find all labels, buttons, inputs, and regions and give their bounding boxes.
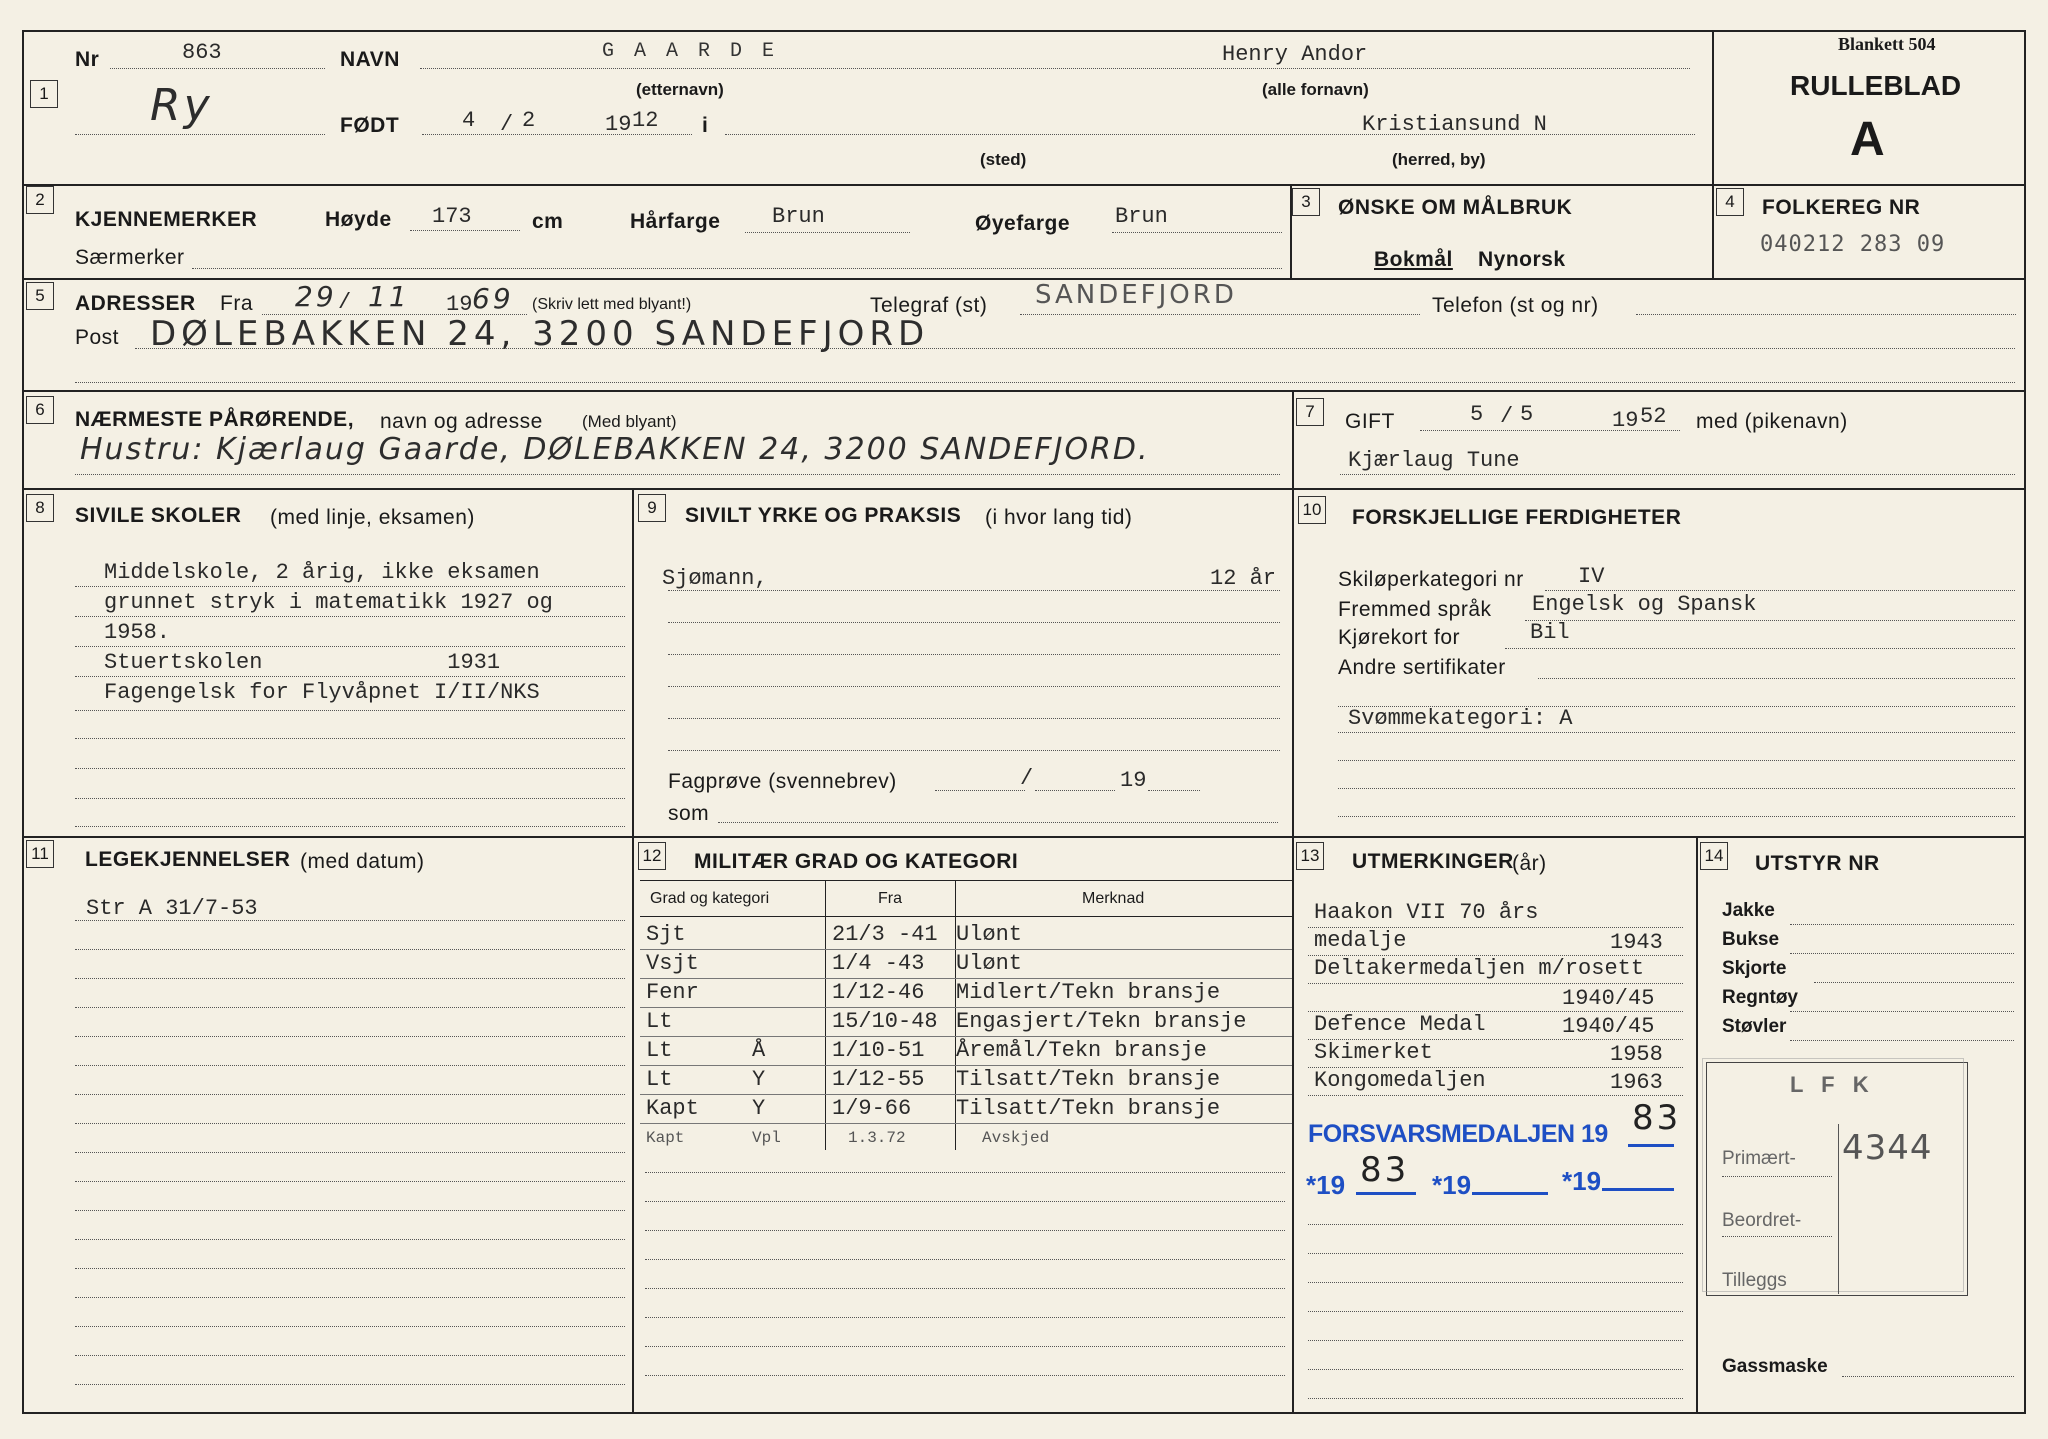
dots [422, 134, 692, 135]
dotted-line [645, 1259, 1285, 1260]
parorende-sub: navn og adresse [380, 410, 543, 433]
rule-h1 [22, 184, 2024, 186]
telegraf-value: SANDEFJORD [1035, 280, 1237, 310]
oyefarge-label: Øyefarge [975, 212, 1071, 235]
ski-value: IV [1578, 564, 1605, 589]
yrke-job: Sjømann, [662, 566, 768, 591]
sivile-skoler-line: 1958. [104, 620, 171, 645]
section-number: 4 [1716, 188, 1744, 216]
dots [1338, 732, 2015, 733]
nr-value: 863 [182, 40, 222, 65]
section-number: 10 [1298, 496, 1326, 524]
gift-year-prefix: 19 [1612, 408, 1639, 433]
etternavn-hint: (etternavn) [636, 80, 724, 99]
dots [110, 68, 325, 69]
table-row-line [640, 1065, 1292, 1066]
beordret-label: Beordret- [1722, 1210, 1802, 1231]
birth-place: Kristiansund N [1362, 112, 1547, 137]
dotted-line [645, 1288, 1285, 1289]
dots [1538, 678, 2015, 679]
rule-h3 [22, 390, 2024, 392]
dotted-line [75, 1065, 625, 1066]
forsvarsmedaljen-stamp: FORSVARSMEDALJEN 19 [1308, 1120, 1608, 1148]
dotted-line [75, 738, 625, 739]
dotted-line [75, 646, 625, 647]
adresse-hint: (Skriv lett med blyant!) [532, 296, 692, 313]
table-cell-merknad: Åremål/Tekn bransje [956, 1038, 1207, 1063]
dotted-line [75, 616, 625, 617]
dotted-line [668, 590, 1280, 591]
gift-label: GIFT [1345, 410, 1395, 433]
dots [75, 134, 325, 135]
dotted-line [668, 718, 1280, 719]
dotted-line [1308, 1398, 1683, 1399]
table-cell-grad: Fenr [646, 980, 699, 1005]
sivile-skoler-line: grunnet stryk i matematikk 1927 og [104, 590, 553, 615]
dotted-line [1790, 953, 2014, 954]
dots [1842, 1376, 2014, 1377]
dotted-line [75, 920, 625, 921]
forsvarsmedaljen-year: 83 [1632, 1098, 1682, 1138]
utstyr-item: Jakke [1722, 900, 1775, 921]
utmerking-name: Deltakermedaljen m/rosett [1314, 956, 1645, 981]
section-number: 2 [26, 186, 54, 214]
table-cell-fra: 1/12-55 [832, 1067, 925, 1092]
dots [1338, 760, 2015, 761]
gift-spouse: Kjærlaug Tune [1348, 448, 1520, 473]
utmerking-year: 1943 [1610, 930, 1663, 955]
post-value: DØLEBAKKEN 24, 3200 SANDEFJORD [150, 314, 930, 354]
ski-label: Skiløperkategori nr [1338, 568, 1524, 591]
dotted-line [75, 1007, 625, 1008]
dotted-line [1790, 1040, 2014, 1041]
telegraf-label: Telegraf (st) [870, 294, 988, 317]
dotted-line [1308, 1282, 1683, 1283]
dots [935, 790, 1025, 791]
section-number: 6 [26, 396, 54, 424]
dotted-line [75, 826, 625, 827]
table-header-top [640, 880, 1292, 881]
primaert-label: Primært- [1722, 1148, 1796, 1169]
col-merknad-header: Merknad [1082, 890, 1145, 907]
dotted-line [75, 1326, 625, 1327]
table-cell-fra: 15/10-48 [832, 1009, 938, 1034]
fra-label: Fra [220, 292, 253, 315]
utmerkinger-title: UTMERKINGER [1352, 850, 1514, 873]
table-cell-fra: 1.3.72 [848, 1129, 906, 1147]
given-names: Henry Andor [1222, 42, 1368, 67]
table-cell-merknad: Ulønt [956, 922, 1023, 947]
dots [1112, 232, 1282, 233]
parorende-value: Hustru: Kjærlaug Gaarde, DØLEBAKKEN 24, 3200 SANDEFJORD. [80, 432, 1150, 467]
rule-v9 [632, 488, 634, 836]
section-number: 9 [638, 494, 666, 522]
dotted-line [1308, 1095, 1683, 1096]
dotted-line [1790, 1011, 2014, 1012]
table-row-line [640, 1036, 1292, 1037]
dotted-line [1308, 1311, 1683, 1312]
legekjennelser-value: Str A 31/7-53 [86, 896, 258, 921]
folkereg-title: FOLKEREG NR [1762, 196, 1921, 219]
som-label: som [668, 802, 710, 825]
saermerker-label: Særmerker [75, 246, 185, 269]
utmerking-name: Haakon VII 70 års [1314, 900, 1539, 925]
dotted-line [1814, 982, 2014, 983]
slash: / [500, 112, 514, 137]
utmerking-name: Skimerket [1314, 1040, 1433, 1065]
dotted-line [1790, 924, 2014, 925]
andre-sertifikater-label: Andre sertifikater [1338, 656, 1506, 679]
rulleblad-letter: A [1850, 113, 1885, 166]
dotted-line [75, 1094, 625, 1095]
slash: / [338, 290, 352, 315]
dots [1148, 790, 1200, 791]
table-row-line [640, 1123, 1292, 1124]
gift-day: 5 [1470, 402, 1484, 427]
gift-year-suffix: 52 [1640, 404, 1667, 429]
bokmal-option: Bokmål [1374, 248, 1453, 271]
harfarge-value: Brun [772, 204, 825, 229]
table-cell-grad: Vsjt [646, 951, 699, 976]
dots [725, 134, 1695, 135]
dotted-line [668, 686, 1280, 687]
navn-label: NAVN [340, 48, 400, 71]
section-number: 12 [638, 842, 666, 870]
blue-underline [1472, 1192, 1548, 1195]
rule-header-right [1712, 30, 1714, 184]
dotted-line [645, 1317, 1285, 1318]
dotted-line [1308, 1224, 1683, 1225]
table-cell-kategori: Y [752, 1096, 766, 1121]
fra-day: 29 [295, 280, 337, 313]
folkereg-value: 040212 283 09 [1760, 232, 1946, 257]
rule-bottom [22, 1412, 2024, 1414]
dots [1636, 314, 2016, 315]
dotted-line [75, 978, 625, 979]
yrke-hint: (i hvor lang tid) [985, 506, 1133, 529]
blankett-number: Blankett 504 [1838, 34, 1936, 54]
table-cell-fra: 1/9-66 [832, 1096, 912, 1121]
star-3: *19 [1562, 1166, 1602, 1196]
fagprove-year-prefix: 19 [1120, 768, 1147, 793]
parorende-hint: (Med blyant) [582, 412, 677, 431]
svomme-value: Svømmekategori: A [1348, 706, 1573, 731]
sprak-label: Fremmed språk [1338, 598, 1492, 621]
rule-right [2024, 30, 2026, 1414]
signature: Ry [150, 80, 213, 131]
utmerkinger-hint: (år) [1512, 852, 1547, 875]
adresser-label: ADRESSER [75, 292, 196, 315]
dotted-line [1308, 1369, 1683, 1370]
gift-med-label: med (pikenavn) [1696, 410, 1848, 433]
dots [1525, 620, 2015, 621]
table-cell-grad: Lt [646, 1009, 673, 1034]
utstyr-item: Skjorte [1722, 958, 1787, 979]
lfk-label: L F K [1790, 1072, 1875, 1097]
table-cell-grad: Kapt [646, 1096, 699, 1121]
dotted-line [75, 768, 625, 769]
rule-h4 [22, 488, 2024, 490]
kjorekort-value: Bil [1530, 620, 1570, 645]
tilleggs-label: Tilleggs [1722, 1270, 1787, 1291]
table-row-line [640, 949, 1292, 950]
section-number: 13 [1296, 842, 1324, 870]
dotted-line [75, 710, 625, 711]
dotted-line [645, 1230, 1285, 1231]
dotted-line [645, 1346, 1285, 1347]
section-number: 7 [1296, 398, 1324, 426]
star-1: *19 [1306, 1170, 1346, 1200]
dotted-line [668, 622, 1280, 623]
star-2: *19 [1432, 1170, 1472, 1200]
dotted-line [75, 1036, 625, 1037]
table-cell-grad: Lt [646, 1067, 673, 1092]
section-number: 8 [26, 494, 54, 522]
sivile-skoler-title: SIVILE SKOLER [75, 504, 242, 527]
rule-v12 [632, 836, 634, 1412]
fodt-year-suffix: 12 [632, 108, 659, 133]
fodt-day: 4 [462, 108, 476, 133]
section-number: 1 [30, 80, 58, 108]
dotted-line [75, 1123, 625, 1124]
dots [410, 230, 520, 231]
hoyde-label: Høyde [325, 208, 392, 231]
table-cell-kategori: Y [752, 1067, 766, 1092]
post-label: Post [75, 326, 120, 349]
rule-left [22, 30, 24, 1414]
col-divider [825, 880, 826, 1150]
section-number: 14 [1700, 842, 1728, 870]
kjennemerker-label: KJENNEMERKER [75, 208, 258, 231]
dotted-line [75, 1297, 625, 1298]
table-cell-merknad: Midlert/Tekn bransje [956, 980, 1221, 1005]
table-cell-grad: Lt [646, 1038, 673, 1063]
fra-month: 11 [368, 280, 410, 313]
table-row-line [640, 978, 1292, 979]
rule-h5 [22, 836, 2024, 838]
kjorekort-label: Kjørekort for [1338, 626, 1461, 649]
rule-v14 [1696, 836, 1698, 1412]
table-row-line [640, 1007, 1292, 1008]
section-number: 5 [26, 282, 54, 310]
dotted-line [645, 1172, 1285, 1173]
lfk-divider [1838, 1124, 1839, 1294]
table-cell-fra: 1/4 -43 [832, 951, 925, 976]
dots [75, 382, 2015, 383]
dots [1545, 590, 2015, 591]
yrke-title: SIVILT YRKE OG PRAKSIS [685, 504, 962, 527]
sted-hint: (sted) [980, 150, 1027, 169]
cm-label: cm [532, 210, 564, 233]
rule-v4 [1712, 184, 1714, 278]
dotted-line [645, 1375, 1285, 1376]
utmerking-year: 1940/45 [1562, 1014, 1655, 1039]
slash: / [1020, 766, 1034, 791]
utmerking-name: Defence Medal [1314, 1012, 1486, 1037]
dotted-line [75, 1181, 625, 1182]
hoyde-value: 173 [432, 204, 472, 229]
dots [1505, 648, 2015, 649]
dotted-line [75, 798, 625, 799]
table-cell-fra: 1/10-51 [832, 1038, 925, 1063]
dots [1722, 1236, 1832, 1237]
table-cell-fra: 1/12-46 [832, 980, 925, 1005]
table-cell-merknad: Avskjed [982, 1129, 1050, 1147]
utstyr-item: Bukse [1722, 929, 1780, 950]
dotted-line [1308, 1253, 1683, 1254]
rule-top [22, 30, 2024, 32]
fodt-i: i [702, 114, 709, 137]
fra-year-prefix: 19 [446, 292, 473, 317]
section-number: 11 [26, 840, 54, 868]
utstyr-item: Støvler [1722, 1016, 1787, 1037]
herred-hint: (herred, by) [1392, 150, 1486, 169]
dotted-line [75, 1268, 625, 1269]
utmerking-year: 1958 [1610, 1042, 1663, 1067]
ferdigheter-title: FORSKJELLIGE FERDIGHETER [1352, 506, 1682, 529]
dotted-line [75, 949, 625, 950]
sivile-skoler-line: Fagengelsk for Flyvåpnet I/II/NKS [104, 680, 540, 705]
dots [192, 268, 1282, 269]
table-cell-fra: 21/3 -41 [832, 922, 938, 947]
nynorsk-option: Nynorsk [1478, 248, 1566, 271]
dots [1020, 314, 1420, 315]
dotted-line [75, 1210, 625, 1211]
utmerking-year: 1940/45 [1562, 986, 1655, 1011]
blue-underline [1356, 1192, 1416, 1195]
sivile-skoler-hint: (med linje, eksamen) [270, 506, 475, 529]
col-fra-header: Fra [878, 890, 902, 907]
table-cell-grad: Kapt [646, 1129, 685, 1147]
dotted-line [75, 1152, 625, 1153]
rulleblad-title: RULLEBLAD [1790, 70, 1962, 101]
fodt-label: FØDT [340, 114, 400, 137]
dotted-line [75, 1239, 625, 1240]
dots [1722, 1176, 1832, 1177]
sivile-skoler-line: Middelskole, 2 årig, ikke eksamen [104, 560, 540, 585]
rule-v13 [1292, 836, 1294, 1412]
dotted-line [75, 1384, 625, 1385]
utmerking-name: medalje [1314, 928, 1407, 953]
fagprove-label: Fagprøve (svennebrev) [668, 770, 897, 793]
harfarge-label: Hårfarge [630, 210, 721, 233]
section-number: 3 [1292, 188, 1320, 216]
utmerking-year: 1963 [1610, 1070, 1663, 1095]
rule-v7 [1292, 390, 1294, 488]
blue-underline [1602, 1188, 1674, 1191]
dots [745, 232, 910, 233]
dots [75, 474, 1280, 475]
telefon-label: Telefon (st og nr) [1432, 294, 1599, 317]
dots [420, 68, 1690, 69]
slash: / [1500, 404, 1514, 429]
yrke-years: 12 år [1210, 566, 1277, 591]
table-row-line [640, 1094, 1292, 1095]
dotted-line [75, 1355, 625, 1356]
table-cell-merknad: Tilsatt/Tekn bransje [956, 1096, 1221, 1121]
dotted-line [1308, 1340, 1683, 1341]
table-cell-kategori: Å [752, 1038, 766, 1063]
dots [1420, 430, 1680, 431]
table-cell-merknad: Ulønt [956, 951, 1023, 976]
fodt-year-prefix: 19 [605, 112, 632, 137]
dots [718, 822, 1278, 823]
utstyr-item: Regntøy [1722, 987, 1798, 1008]
gift-month: 5 [1520, 402, 1534, 427]
table-cell-kategori: Vpl [752, 1129, 781, 1147]
militaer-title: MILITÆR GRAD OG KATEGORI [694, 850, 1019, 873]
sprak-value: Engelsk og Spansk [1532, 592, 1757, 617]
fornavn-hint: (alle fornavn) [1262, 80, 1369, 99]
table-header-bottom [640, 916, 1292, 917]
parorende-title: NÆRMESTE PÅRØRENDE, [75, 408, 355, 431]
surname: G A A R D E [602, 40, 779, 63]
rule-v10 [1292, 488, 1294, 836]
malbruk-title: ØNSKE OM MÅLBRUK [1338, 196, 1573, 219]
table-cell-merknad: Tilsatt/Tekn bransje [956, 1067, 1221, 1092]
dotted-line [75, 586, 625, 587]
blue-underline [1628, 1144, 1674, 1147]
col-grad-header: Grad og kategori [650, 890, 770, 907]
nr-label: Nr [75, 48, 100, 71]
primaert-value: 4344 [1842, 1128, 1933, 1168]
table-cell-grad: Sjt [646, 922, 686, 947]
utmerking-name: Kongomedaljen [1314, 1068, 1486, 1093]
dots [1340, 474, 2015, 475]
legekjennelser-hint: (med datum) [300, 850, 425, 873]
dotted-line [645, 1201, 1285, 1202]
legekjennelser-title: LEGEKJENNELSER [85, 848, 291, 871]
dotted-line [668, 750, 1280, 751]
sivile-skoler-line: Stuertskolen 1931 [104, 650, 501, 675]
star-1-year: 83 [1360, 1150, 1410, 1190]
dots [1035, 790, 1115, 791]
utstyr-title: UTSTYR NR [1755, 852, 1880, 875]
dotted-line [668, 654, 1280, 655]
dotted-line [75, 676, 625, 677]
table-cell-merknad: Engasjert/Tekn bransje [956, 1009, 1247, 1034]
fodt-month: 2 [522, 108, 536, 133]
gassmaske-label: Gassmaske [1722, 1356, 1828, 1377]
oyefarge-value: Brun [1115, 204, 1168, 229]
fra-year-suffix: 69 [472, 282, 514, 315]
dotted-line [1308, 983, 1683, 984]
dots [1338, 816, 2015, 817]
dots [1338, 788, 2015, 789]
